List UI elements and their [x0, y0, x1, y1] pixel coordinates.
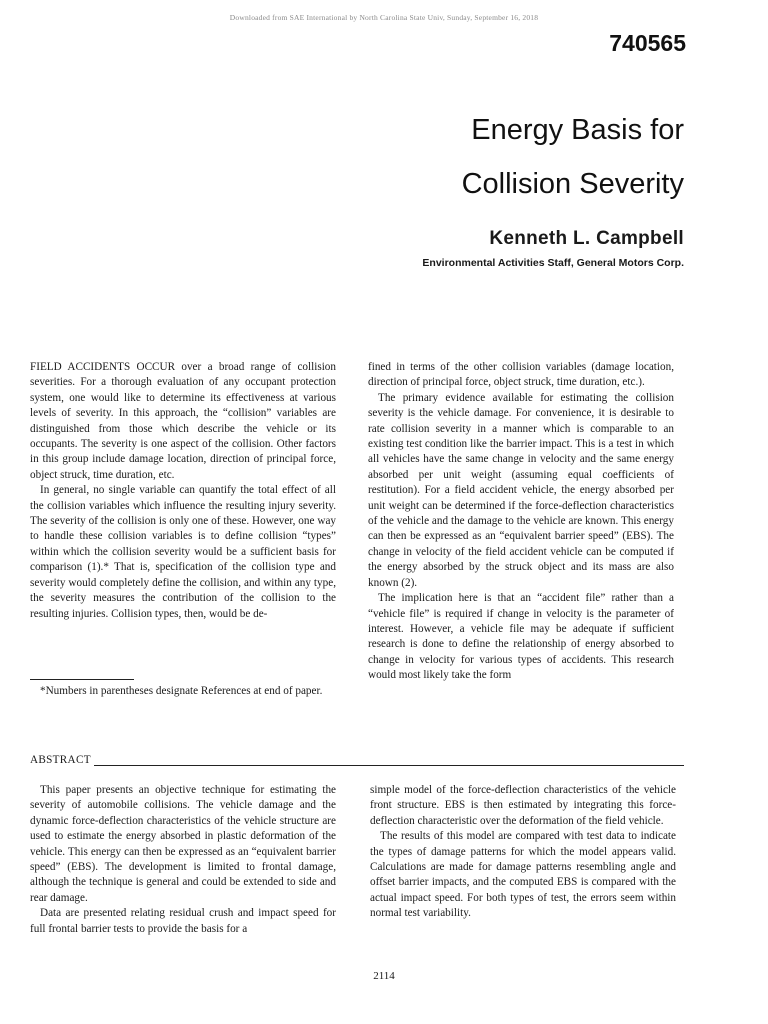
author-affiliation: Environmental Activities Staff, General Motors Corp. [422, 257, 684, 269]
paper-title-line-2: Collision Severity [461, 168, 684, 200]
footnote-divider [30, 679, 134, 680]
footnote: *Numbers in parentheses designate References at end of paper. [40, 685, 323, 697]
abstract-paragraph: simple model of the force-deflection characteristics of the vehicle front structure. EBS is then estimated by integrating this force-deflection characteristic over the deformation of the field vehicle. [370, 784, 676, 827]
paper-number: 740565 [609, 30, 686, 56]
body-paragraph: fined in terms of the other collision variables (damage location, direction of principal force, object struck, time duration, etc.). [368, 361, 674, 389]
abstract-heading: ABSTRACT [30, 754, 91, 766]
body-paragraph: FIELD ACCIDENTS OCCUR over a broad range of collision severities. For a thorough evaluation of any occupant protection system, one would like to determine its effectiveness at various levels of severity. In this approach, the “collision” variables are distinguished from those which describe the vehicle or its occupants. The severity is one aspect of the collision. Other factors in this group include damage location, direction of principal force, object struck, time duration, etc. [30, 361, 336, 481]
body-paragraph: In general, no single variable can quantify the total effect of all the collision variables which influence the resulting injury severity. The severity of the collision is only one of these. However, one way to handle these collision variables is to define collision “types” within which the collision severity would be a sufficient basis for comparison (1).* That is, specification of the collision type and severity would completely define the collision, and within any type, the severity measures the contribution of the collision to the resulting injuries. Collision types, then, would be de- [30, 484, 336, 620]
abstract-divider [94, 765, 684, 766]
abstract-paragraph: Data are presented relating residual crush and impact speed for full frontal barrier tests to provide the basis for a [30, 907, 336, 935]
paper-title-line-1: Energy Basis for [471, 114, 684, 146]
abstract-right-column [370, 783, 676, 922]
body-paragraph: The implication here is that an “accident file” rather than a “vehicle file” is required if change in velocity is the parameter of interest. However, a vehicle file may be adequate if sufficient research is done to define the relationship of energy absorbed to change in velocity for various types of accidents. This research would most likely take the form [368, 592, 674, 682]
abstract-left-column [30, 783, 336, 937]
abstract-paragraph: The results of this model are compared with test data to indicate the types of damage patterns for which the model appears valid. Calculations are made for damage patterns resembling angle and offset barrier impacts, and the computed EBS is compared with the actual impact speed. For both types of test, the errors seem within normal test variability. [370, 830, 676, 920]
download-note: Downloaded from SAE International by North Carolina State Univ, Sunday, September 16, 2018 [229, 13, 539, 22]
body-left-column [30, 360, 336, 622]
body-right-column [368, 360, 674, 684]
body-paragraph: The primary evidence available for estimating the collision severity is the vehicle damage. For convenience, it is desirable to rate collision severity in a manner which is comparable to an existing test condition like the barrier impact. This is a test in which all vehicles have the same change in velocity and the same energy absorbed per unit weight (assuming equal coefficients of restitution). For a field accident vehicle, the energy absorbed per unit weight can be determined if the force-deflection characteristics of the vehicle and the damage to the vehicle are known. This energy can then be expressed as an “equivalent barrier speed” (EBS). The change in velocity of the field accident vehicle can be computed if the energy absorbed by the struck object and its mass are also known (2). [368, 391, 674, 589]
page-number: 2114 [373, 970, 395, 982]
abstract-paragraph: This paper presents an objective technique for estimating the severity of automobile collisions. The vehicle damage and the dynamic force-deflection characteristics of the vehicle structure are used to estimate the energy absorbed in plastic deformation of the vehicle. This energy can then be expressed as an “equivalent barrier speed” (EBS). The development is limited to frontal damage, although the technique is general and could be extended to side and rear damage. [30, 784, 336, 904]
author-name: Kenneth L. Campbell [489, 228, 684, 249]
